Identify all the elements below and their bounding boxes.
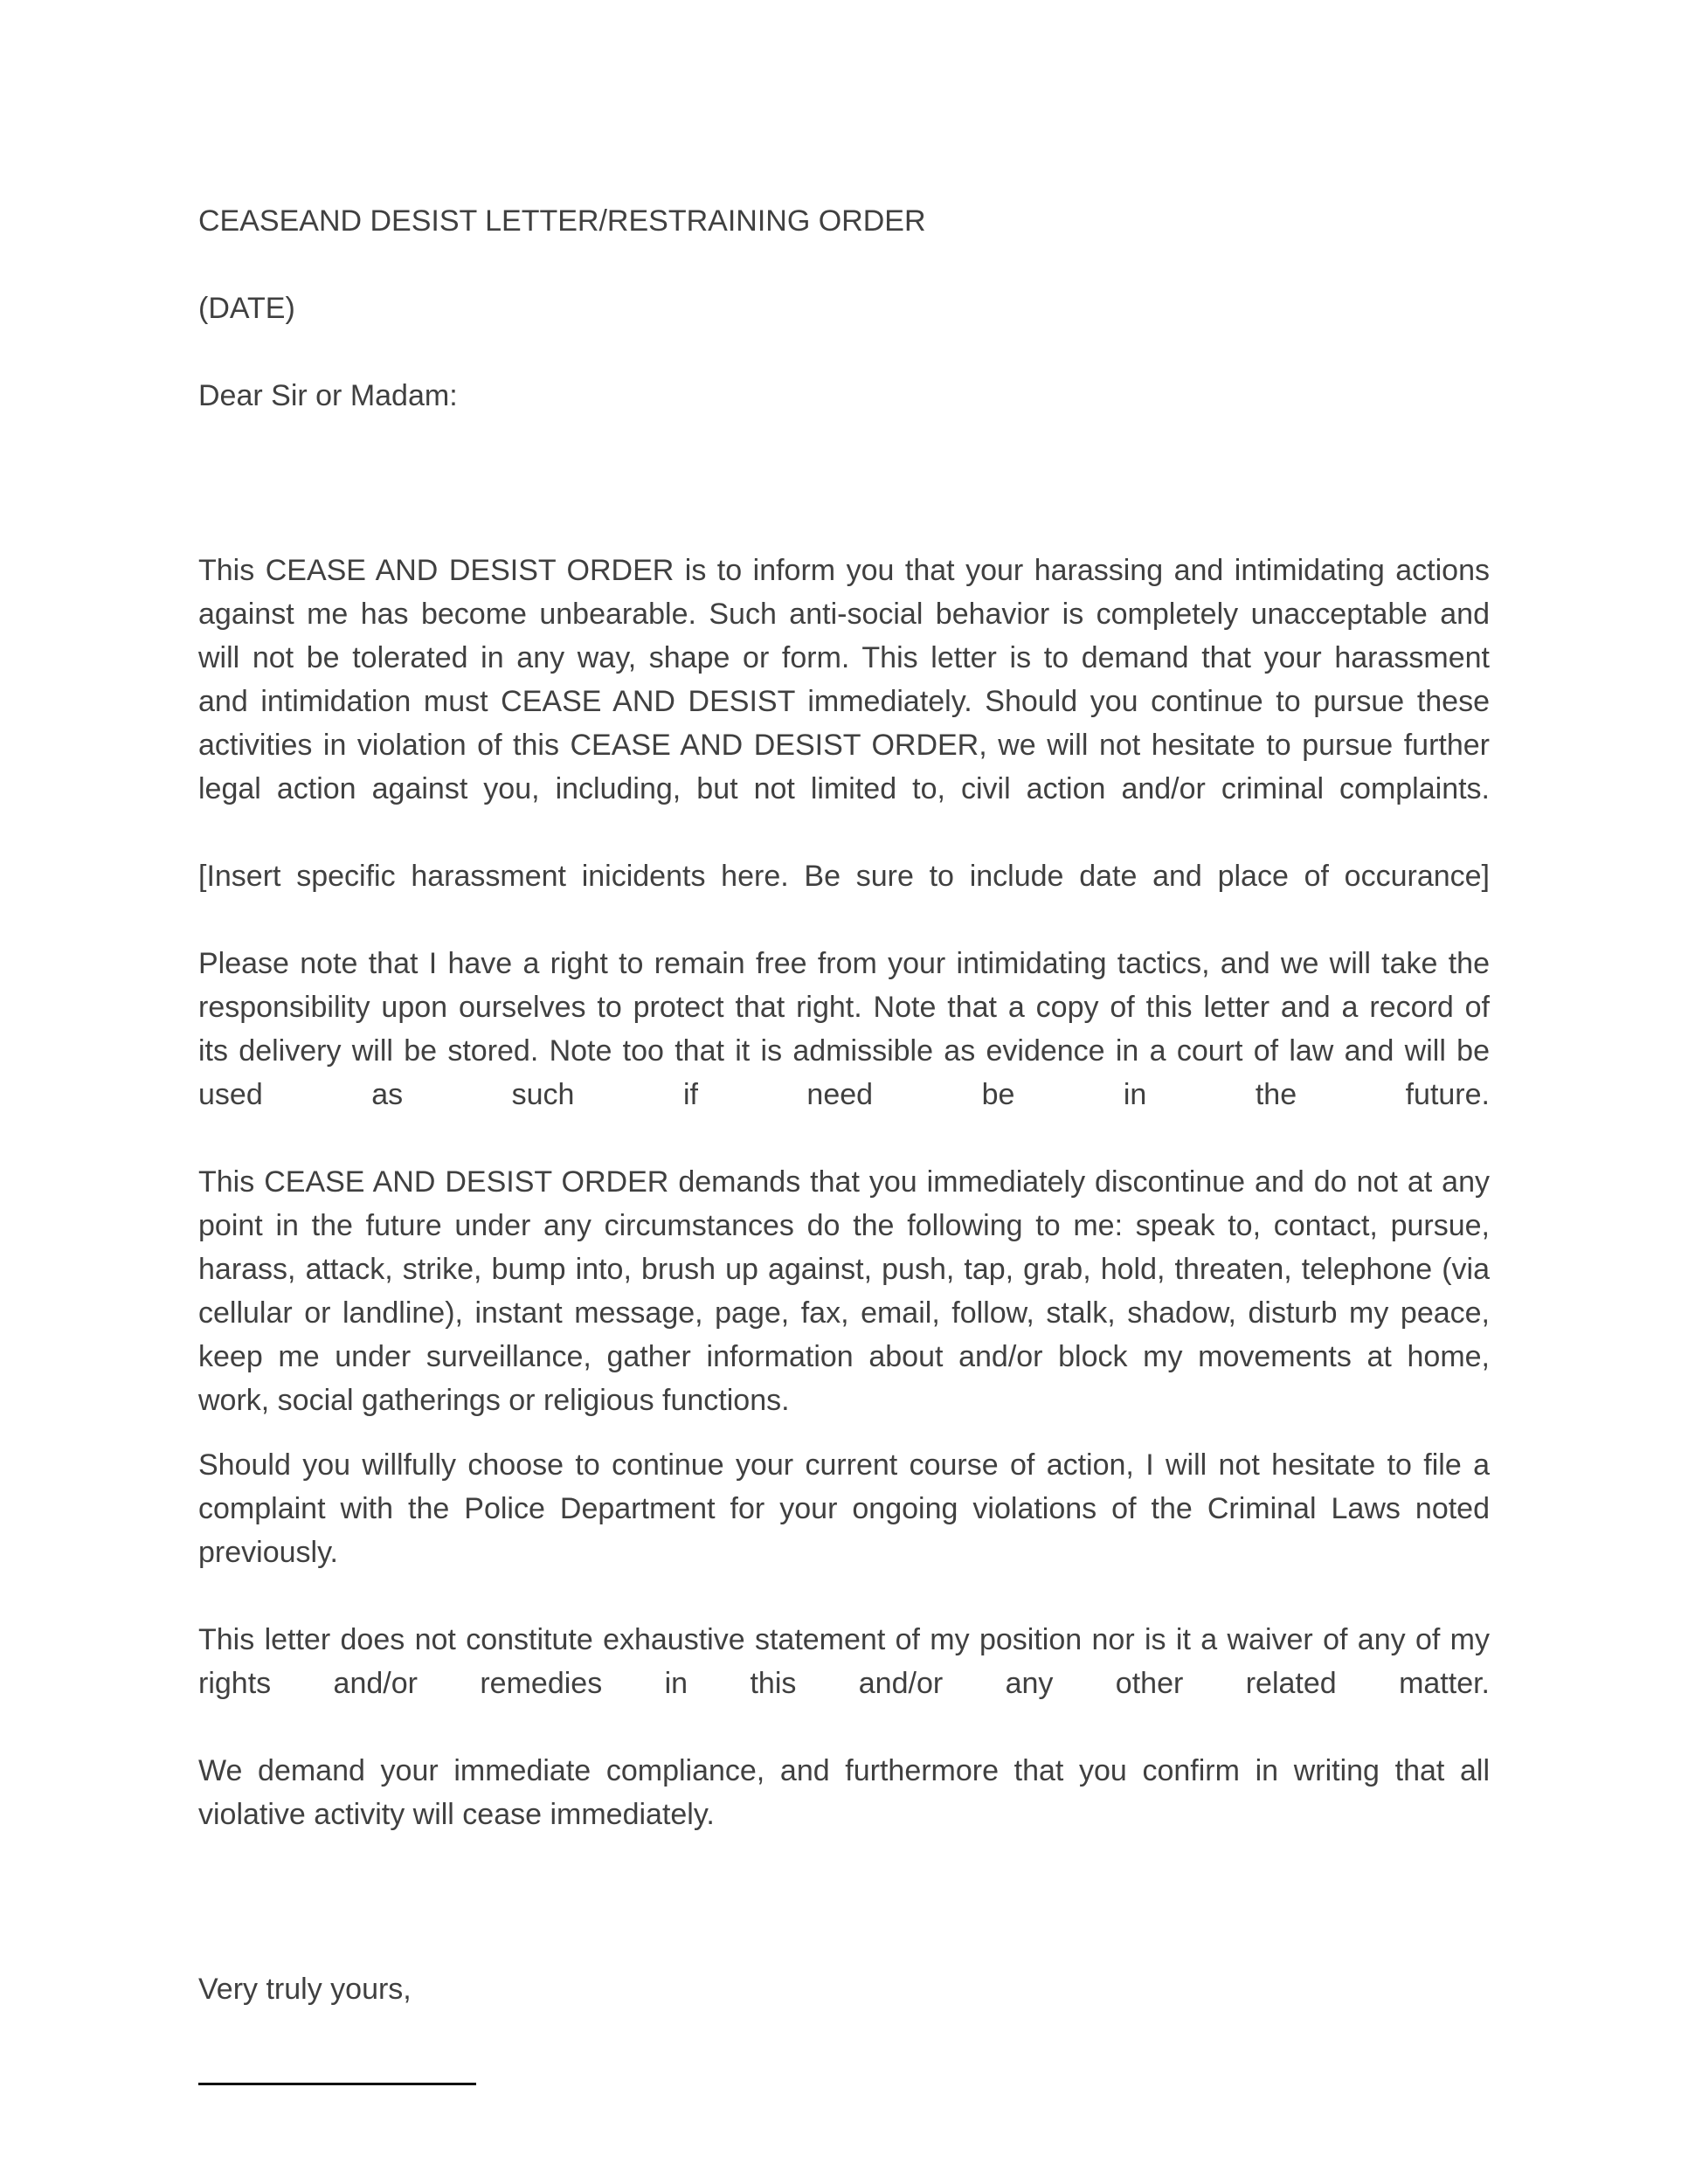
paragraph-right-to-be-free xyxy=(198,942,1490,1116)
paragraph-line: cellular or landline), instant message, page, fax, email, follow, stalk, shadow, disturb my peace, xyxy=(198,1296,1490,1330)
paragraph-line: [Insert specific harassment inicidents here. Be sure to include date and place of occurance] xyxy=(198,860,1490,893)
paragraph-line: its delivery will be stored. Note too that it is admissible as evidence in a court of law and will be xyxy=(198,1034,1490,1068)
paragraph-cease-desist-notice xyxy=(198,549,1490,811)
paragraph-police-complaint xyxy=(198,1443,1490,1574)
salutation: Dear Sir or Madam: xyxy=(198,379,458,412)
closing: Very truly yours, xyxy=(198,1973,412,2006)
paragraph-line: activities in violation of this CEASE AND DESIST ORDER, we will not hesitate to pursue further xyxy=(198,729,1490,762)
paragraph-line: previously. xyxy=(198,1536,338,1569)
paragraph-line: against me has become unbearable. Such anti-social behavior is completely unacceptable and xyxy=(198,598,1490,631)
paragraph-line: Please note that I have a right to remain free from your intimidating tactics, and we will take the xyxy=(198,947,1490,980)
paragraph-line: keep me under surveillance, gather information about and/or block my movements at home, xyxy=(198,1340,1490,1373)
paragraph-line: work, social gatherings or religious functions. xyxy=(198,1384,790,1417)
paragraph-demands xyxy=(198,1160,1490,1422)
paragraph-line: responsibility upon ourselves to protect that right. Note that a copy of this letter and a record of xyxy=(198,991,1490,1024)
paragraph-line: This CEASE AND DESIST ORDER is to inform you that your harassing and intimidating actions xyxy=(198,554,1490,587)
paragraph-line: harass, attack, strike, bump into, brush up against, push, tap, grab, hold, threaten, telephone (via xyxy=(198,1253,1490,1286)
paragraph-line: legal action against you, including, but not limited to, civil action and/or criminal complaints. xyxy=(198,772,1490,805)
paragraph-line: This letter does not constitute exhaustive statement of my position nor is it a waiver of any of my xyxy=(198,1623,1490,1656)
paragraph-line: used as such if need be in the future. xyxy=(198,1078,1490,1111)
paragraph-line: will not be tolerated in any way, shape or form. This letter is to demand that your harassment xyxy=(198,641,1490,674)
signature-line xyxy=(198,2083,476,2085)
paragraph-line: complaint with the Police Department for your ongoing violations of the Criminal Laws noted xyxy=(198,1492,1490,1525)
paragraph-line: rights and/or remedies in this and/or any other related matter. xyxy=(198,1667,1490,1700)
paragraph-compliance-demand xyxy=(198,1749,1490,1836)
letter-title: CEASEAND DESIST LETTER/RESTRAINING ORDER xyxy=(198,204,926,238)
date-placeholder: (DATE) xyxy=(198,292,295,325)
paragraph-incidents-placeholder xyxy=(198,854,1490,898)
paragraph-line: violative activity will cease immediately. xyxy=(198,1798,715,1831)
paragraph-line: and intimidation must CEASE AND DESIST immediately. Should you continue to pursue these xyxy=(198,685,1490,718)
paragraph-line: We demand your immediate compliance, and furthermore that you confirm in writing that all xyxy=(198,1754,1490,1787)
letter-page xyxy=(198,199,1490,2085)
paragraph-line: point in the future under any circumstances do the following to me: speak to, contact, pursue, xyxy=(198,1209,1490,1242)
paragraph-line: Should you willfully choose to continue your current course of action, I will not hesitate to file a xyxy=(198,1448,1490,1482)
paragraph-line: This CEASE AND DESIST ORDER demands that you immediately discontinue and do not at any xyxy=(198,1165,1490,1199)
paragraph-no-waiver xyxy=(198,1618,1490,1705)
